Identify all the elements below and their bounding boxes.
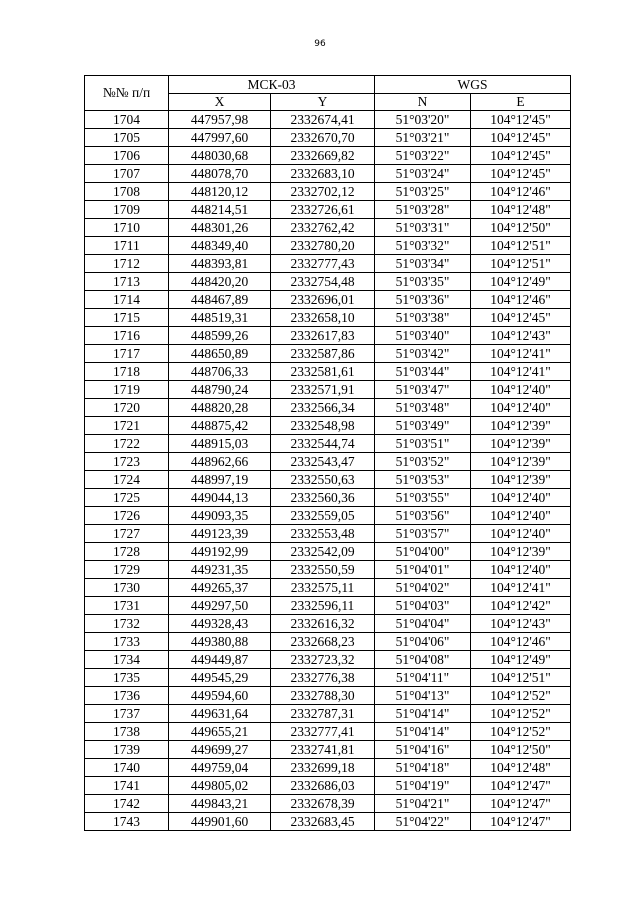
header-e: E: [471, 94, 571, 111]
cell-x: 448120,12: [169, 183, 271, 201]
cell-index: 1717: [85, 345, 169, 363]
cell-y: 2332668,23: [271, 633, 375, 651]
cell-y: 2332777,41: [271, 723, 375, 741]
cell-e: 104°12'52": [471, 687, 571, 705]
cell-n: 51°03'36": [375, 291, 471, 309]
cell-y: 2332571,91: [271, 381, 375, 399]
cell-e: 104°12'41": [471, 363, 571, 381]
cell-e: 104°12'39": [471, 453, 571, 471]
cell-x: 449805,02: [169, 777, 271, 795]
cell-n: 51°04'19": [375, 777, 471, 795]
cell-x: 449328,43: [169, 615, 271, 633]
cell-index: 1708: [85, 183, 169, 201]
cell-n: 51°04'01": [375, 561, 471, 579]
cell-x: 449231,35: [169, 561, 271, 579]
cell-e: 104°12'39": [471, 417, 571, 435]
cell-y: 2332566,34: [271, 399, 375, 417]
table-row: [85, 435, 571, 453]
cell-e: 104°12'45": [471, 147, 571, 165]
cell-n: 51°03'55": [375, 489, 471, 507]
table-row: [85, 471, 571, 489]
table-row: [85, 111, 571, 129]
cell-x: 448706,33: [169, 363, 271, 381]
table-row: [85, 723, 571, 741]
cell-index: 1725: [85, 489, 169, 507]
cell-n: 51°04'22": [375, 813, 471, 831]
header-group-wgs: WGS: [375, 76, 571, 94]
cell-index: 1716: [85, 327, 169, 345]
cell-n: 51°03'35": [375, 273, 471, 291]
cell-index: 1722: [85, 435, 169, 453]
cell-index: 1727: [85, 525, 169, 543]
cell-y: 2332616,32: [271, 615, 375, 633]
cell-x: 449901,60: [169, 813, 271, 831]
cell-y: 2332776,38: [271, 669, 375, 687]
cell-index: 1720: [85, 399, 169, 417]
cell-index: 1740: [85, 759, 169, 777]
table-row: [85, 759, 571, 777]
cell-n: 51°03'31": [375, 219, 471, 237]
cell-x: 449449,87: [169, 651, 271, 669]
cell-index: 1736: [85, 687, 169, 705]
table-row: [85, 183, 571, 201]
table-row: [85, 669, 571, 687]
cell-e: 104°12'43": [471, 615, 571, 633]
table-row: [85, 399, 571, 417]
cell-index: 1707: [85, 165, 169, 183]
cell-index: 1743: [85, 813, 169, 831]
table-row: [85, 633, 571, 651]
cell-index: 1733: [85, 633, 169, 651]
cell-n: 51°04'04": [375, 615, 471, 633]
cell-index: 1719: [85, 381, 169, 399]
table-row: [85, 795, 571, 813]
cell-y: 2332553,48: [271, 525, 375, 543]
cell-x: 448650,89: [169, 345, 271, 363]
cell-n: 51°03'25": [375, 183, 471, 201]
cell-index: 1741: [85, 777, 169, 795]
cell-n: 51°04'03": [375, 597, 471, 615]
cell-y: 2332696,01: [271, 291, 375, 309]
cell-index: 1738: [85, 723, 169, 741]
cell-e: 104°12'45": [471, 111, 571, 129]
cell-e: 104°12'45": [471, 165, 571, 183]
cell-e: 104°12'40": [471, 507, 571, 525]
cell-n: 51°04'02": [375, 579, 471, 597]
cell-e: 104°12'40": [471, 381, 571, 399]
table-row: [85, 813, 571, 831]
cell-y: 2332587,86: [271, 345, 375, 363]
cell-index: 1714: [85, 291, 169, 309]
cell-n: 51°03'28": [375, 201, 471, 219]
table-row: [85, 615, 571, 633]
cell-x: 448875,42: [169, 417, 271, 435]
cell-y: 2332575,11: [271, 579, 375, 597]
cell-e: 104°12'39": [471, 471, 571, 489]
cell-x: 448915,03: [169, 435, 271, 453]
cell-x: 449655,21: [169, 723, 271, 741]
cell-e: 104°12'40": [471, 399, 571, 417]
cell-x: 449631,64: [169, 705, 271, 723]
cell-x: 447997,60: [169, 129, 271, 147]
header-x: X: [169, 94, 271, 111]
cell-e: 104°12'47": [471, 813, 571, 831]
cell-n: 51°03'44": [375, 363, 471, 381]
header-group-msk: МСК-03: [169, 76, 375, 94]
cell-n: 51°04'06": [375, 633, 471, 651]
cell-x: 448467,89: [169, 291, 271, 309]
table-row: [85, 705, 571, 723]
cell-index: 1712: [85, 255, 169, 273]
cell-x: 449265,37: [169, 579, 271, 597]
cell-y: 2332726,61: [271, 201, 375, 219]
cell-index: 1711: [85, 237, 169, 255]
cell-y: 2332617,83: [271, 327, 375, 345]
cell-y: 2332699,18: [271, 759, 375, 777]
cell-n: 51°04'11": [375, 669, 471, 687]
table-header: [85, 76, 571, 111]
cell-x: 448519,31: [169, 309, 271, 327]
cell-n: 51°03'51": [375, 435, 471, 453]
cell-x: 448962,66: [169, 453, 271, 471]
cell-e: 104°12'41": [471, 579, 571, 597]
cell-index: 1718: [85, 363, 169, 381]
table-row: [85, 597, 571, 615]
cell-n: 51°03'38": [375, 309, 471, 327]
table-row: [85, 345, 571, 363]
table-row: [85, 273, 571, 291]
cell-e: 104°12'48": [471, 759, 571, 777]
cell-y: 2332741,81: [271, 741, 375, 759]
table-row: [85, 129, 571, 147]
cell-x: 448599,26: [169, 327, 271, 345]
table-row: [85, 777, 571, 795]
cell-e: 104°12'42": [471, 597, 571, 615]
cell-n: 51°04'00": [375, 543, 471, 561]
cell-x: 448349,40: [169, 237, 271, 255]
cell-y: 2332559,05: [271, 507, 375, 525]
cell-e: 104°12'43": [471, 327, 571, 345]
cell-index: 1715: [85, 309, 169, 327]
cell-e: 104°12'49": [471, 273, 571, 291]
cell-y: 2332678,39: [271, 795, 375, 813]
cell-index: 1729: [85, 561, 169, 579]
cell-x: 449594,60: [169, 687, 271, 705]
cell-index: 1709: [85, 201, 169, 219]
cell-index: 1731: [85, 597, 169, 615]
cell-n: 51°04'13": [375, 687, 471, 705]
table-row: [85, 525, 571, 543]
cell-n: 51°04'16": [375, 741, 471, 759]
cell-x: 449093,35: [169, 507, 271, 525]
cell-x: 449192,99: [169, 543, 271, 561]
cell-n: 51°03'48": [375, 399, 471, 417]
cell-y: 2332723,32: [271, 651, 375, 669]
cell-n: 51°03'24": [375, 165, 471, 183]
cell-y: 2332560,36: [271, 489, 375, 507]
table-row: [85, 453, 571, 471]
cell-n: 51°03'47": [375, 381, 471, 399]
cell-index: 1730: [85, 579, 169, 597]
cell-y: 2332581,61: [271, 363, 375, 381]
cell-y: 2332777,43: [271, 255, 375, 273]
table-row: [85, 741, 571, 759]
table-row: [85, 687, 571, 705]
cell-e: 104°12'47": [471, 795, 571, 813]
table-row: [85, 255, 571, 273]
cell-n: 51°03'32": [375, 237, 471, 255]
cell-n: 51°03'53": [375, 471, 471, 489]
cell-index: 1723: [85, 453, 169, 471]
cell-x: 447957,98: [169, 111, 271, 129]
cell-e: 104°12'41": [471, 345, 571, 363]
cell-x: 449759,04: [169, 759, 271, 777]
cell-e: 104°12'50": [471, 219, 571, 237]
cell-index: 1728: [85, 543, 169, 561]
cell-e: 104°12'52": [471, 723, 571, 741]
cell-index: 1710: [85, 219, 169, 237]
cell-x: 449044,13: [169, 489, 271, 507]
table-row: [85, 381, 571, 399]
cell-e: 104°12'39": [471, 543, 571, 561]
cell-x: 448301,26: [169, 219, 271, 237]
cell-y: 2332686,03: [271, 777, 375, 795]
cell-e: 104°12'47": [471, 777, 571, 795]
cell-e: 104°12'45": [471, 129, 571, 147]
header-n: N: [375, 94, 471, 111]
cell-e: 104°12'46": [471, 183, 571, 201]
cell-n: 51°04'14": [375, 705, 471, 723]
cell-y: 2332670,70: [271, 129, 375, 147]
cell-n: 51°04'14": [375, 723, 471, 741]
cell-n: 51°03'34": [375, 255, 471, 273]
cell-e: 104°12'51": [471, 255, 571, 273]
cell-x: 448393,81: [169, 255, 271, 273]
cell-index: 1732: [85, 615, 169, 633]
table-row: [85, 363, 571, 381]
cell-y: 2332548,98: [271, 417, 375, 435]
table-row: [85, 543, 571, 561]
cell-n: 51°03'40": [375, 327, 471, 345]
table-body: [85, 111, 571, 831]
cell-e: 104°12'45": [471, 309, 571, 327]
cell-x: 448420,20: [169, 273, 271, 291]
cell-y: 2332780,20: [271, 237, 375, 255]
cell-y: 2332754,48: [271, 273, 375, 291]
cell-x: 448214,51: [169, 201, 271, 219]
table-row: [85, 651, 571, 669]
table-row: [85, 561, 571, 579]
cell-index: 1737: [85, 705, 169, 723]
cell-index: 1735: [85, 669, 169, 687]
coordinates-table: [84, 75, 571, 831]
cell-y: 2332762,42: [271, 219, 375, 237]
table-row: [85, 309, 571, 327]
cell-e: 104°12'48": [471, 201, 571, 219]
cell-e: 104°12'51": [471, 669, 571, 687]
cell-index: 1713: [85, 273, 169, 291]
cell-e: 104°12'49": [471, 651, 571, 669]
cell-y: 2332550,63: [271, 471, 375, 489]
cell-y: 2332596,11: [271, 597, 375, 615]
table-row: [85, 327, 571, 345]
cell-x: 448820,28: [169, 399, 271, 417]
cell-y: 2332669,82: [271, 147, 375, 165]
cell-x: 448078,70: [169, 165, 271, 183]
table-row: [85, 579, 571, 597]
cell-y: 2332683,45: [271, 813, 375, 831]
cell-y: 2332544,74: [271, 435, 375, 453]
cell-x: 448030,68: [169, 147, 271, 165]
cell-e: 104°12'40": [471, 561, 571, 579]
cell-index: 1724: [85, 471, 169, 489]
page-number: 96: [314, 39, 326, 49]
cell-x: 449545,29: [169, 669, 271, 687]
cell-y: 2332543,47: [271, 453, 375, 471]
cell-n: 51°03'22": [375, 147, 471, 165]
cell-n: 51°03'21": [375, 129, 471, 147]
header-y: Y: [271, 94, 375, 111]
cell-x: 449123,39: [169, 525, 271, 543]
cell-x: 449699,27: [169, 741, 271, 759]
cell-index: 1704: [85, 111, 169, 129]
cell-e: 104°12'52": [471, 705, 571, 723]
cell-index: 1739: [85, 741, 169, 759]
table-row: [85, 507, 571, 525]
cell-n: 51°03'20": [375, 111, 471, 129]
cell-index: 1721: [85, 417, 169, 435]
cell-x: 448997,19: [169, 471, 271, 489]
cell-n: 51°03'52": [375, 453, 471, 471]
table-row: [85, 165, 571, 183]
cell-n: 51°04'18": [375, 759, 471, 777]
table-row: [85, 291, 571, 309]
cell-x: 448790,24: [169, 381, 271, 399]
cell-y: 2332658,10: [271, 309, 375, 327]
cell-x: 449843,21: [169, 795, 271, 813]
cell-n: 51°04'21": [375, 795, 471, 813]
cell-e: 104°12'51": [471, 237, 571, 255]
cell-n: 51°03'49": [375, 417, 471, 435]
cell-n: 51°03'56": [375, 507, 471, 525]
cell-e: 104°12'50": [471, 741, 571, 759]
cell-x: 449380,88: [169, 633, 271, 651]
cell-y: 2332550,59: [271, 561, 375, 579]
cell-index: 1705: [85, 129, 169, 147]
table-row: [85, 489, 571, 507]
cell-y: 2332787,31: [271, 705, 375, 723]
cell-y: 2332542,09: [271, 543, 375, 561]
header-index: №№ п/п: [85, 76, 169, 111]
cell-index: 1706: [85, 147, 169, 165]
cell-y: 2332702,12: [271, 183, 375, 201]
table-row: [85, 201, 571, 219]
cell-y: 2332683,10: [271, 165, 375, 183]
table-row: [85, 417, 571, 435]
cell-n: 51°04'08": [375, 651, 471, 669]
cell-index: 1734: [85, 651, 169, 669]
cell-n: 51°03'42": [375, 345, 471, 363]
cell-x: 449297,50: [169, 597, 271, 615]
table-row: [85, 237, 571, 255]
cell-e: 104°12'46": [471, 633, 571, 651]
cell-y: 2332788,30: [271, 687, 375, 705]
cell-e: 104°12'39": [471, 435, 571, 453]
cell-index: 1742: [85, 795, 169, 813]
table-row: [85, 147, 571, 165]
cell-e: 104°12'40": [471, 525, 571, 543]
cell-e: 104°12'46": [471, 291, 571, 309]
cell-n: 51°03'57": [375, 525, 471, 543]
cell-y: 2332674,41: [271, 111, 375, 129]
cell-e: 104°12'40": [471, 489, 571, 507]
table-row: [85, 219, 571, 237]
cell-index: 1726: [85, 507, 169, 525]
